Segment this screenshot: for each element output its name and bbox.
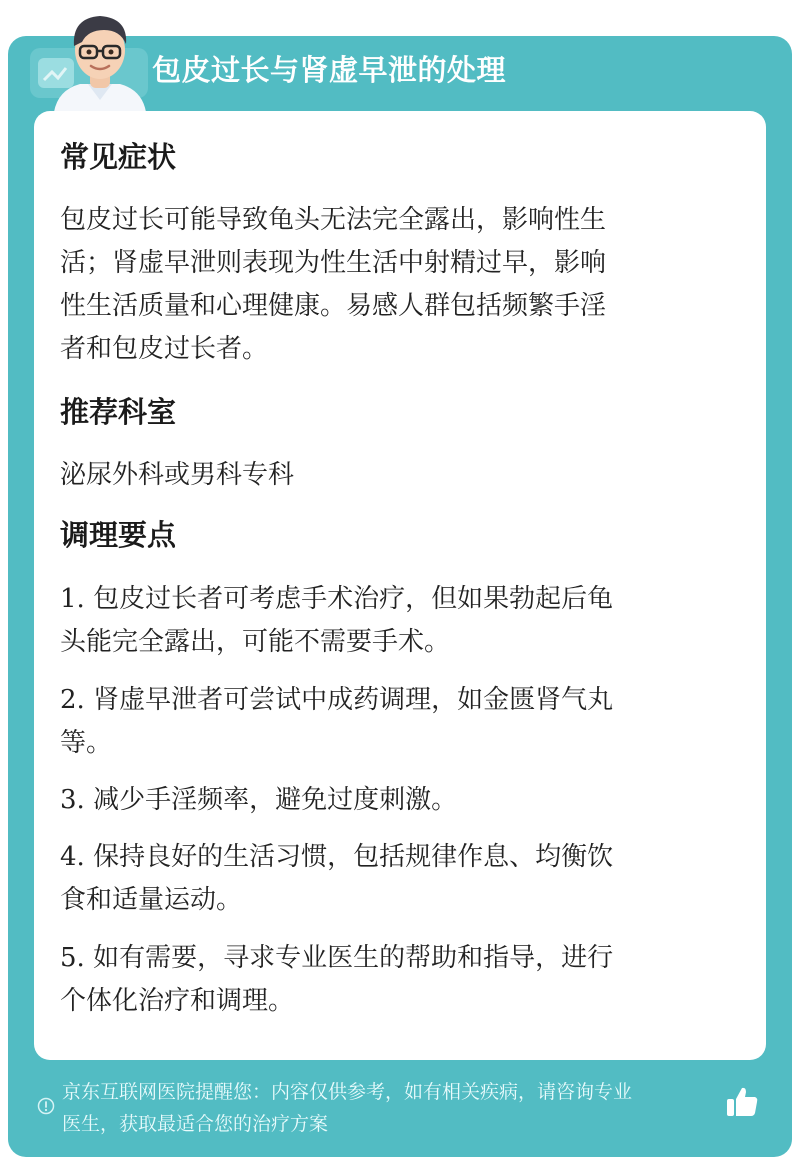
care-item-line: 减少手淫频率，避免过度刺激。 [93,785,458,815]
care-item-number: 2. [60,685,85,715]
content-card [34,111,766,1060]
care-item-line: 食和适量运动。 [60,885,243,915]
page-title: 包皮过长与肾虚早泄的处理 [152,53,507,87]
care-item-number: 5. [60,943,85,973]
thumbs-up-icon[interactable] [724,1084,760,1120]
care-item-line: 如有需要，寻求专业医生的帮助和指导，进行 [93,943,614,973]
section-title-department: 推荐科室 [60,395,177,429]
section-title-care: 调理要点 [60,518,177,552]
info-icon [37,1097,55,1115]
section-title-symptoms: 常见症状 [60,140,177,174]
doctor-avatar-icon [44,8,156,112]
disclaimer-line: 京东互联网医院提醒您：内容仅供参考，如有相关疾病，请咨询专业 [62,1081,633,1103]
care-item-number: 1. [60,584,85,614]
care-item-number: 3. [60,785,85,815]
care-item-line: 包皮过长者可考虑手术治疗，但如果勃起后龟 [93,584,614,614]
disclaimer [62,1076,732,1140]
care-item-line: 肾虚早泄者可尝试中成药调理，如金匮肾气丸 [93,685,614,715]
symptoms-line: 者和包皮过长者。 [60,334,269,364]
care-item [60,578,724,664]
symptoms-line: 性生活质量和心理健康。易感人群包括频繁手淫 [60,291,607,321]
symptoms-line: 包皮过长可能导致龟头无法完全露出，影响性生 [60,205,607,235]
care-item [60,779,724,822]
symptoms-text [60,199,724,371]
symptoms-line: 活；肾虚早泄则表现为性生活中射精过早，影响 [60,248,607,278]
care-item [60,937,724,1023]
disclaimer-line: 医生，获取最适合您的治疗方案 [62,1113,329,1135]
department-text: 泌尿外科或男科专科 [60,460,295,490]
care-item [60,679,724,765]
care-item-number: 4. [60,842,85,872]
care-item-line: 头能完全露出，可能不需要手术。 [60,627,451,657]
care-item [60,836,724,922]
care-item-line: 个体化治疗和调理。 [60,986,295,1016]
care-item-line: 等。 [60,728,113,758]
care-item-line: 保持良好的生活习惯，包括规律作息、均衡饮 [93,842,614,872]
